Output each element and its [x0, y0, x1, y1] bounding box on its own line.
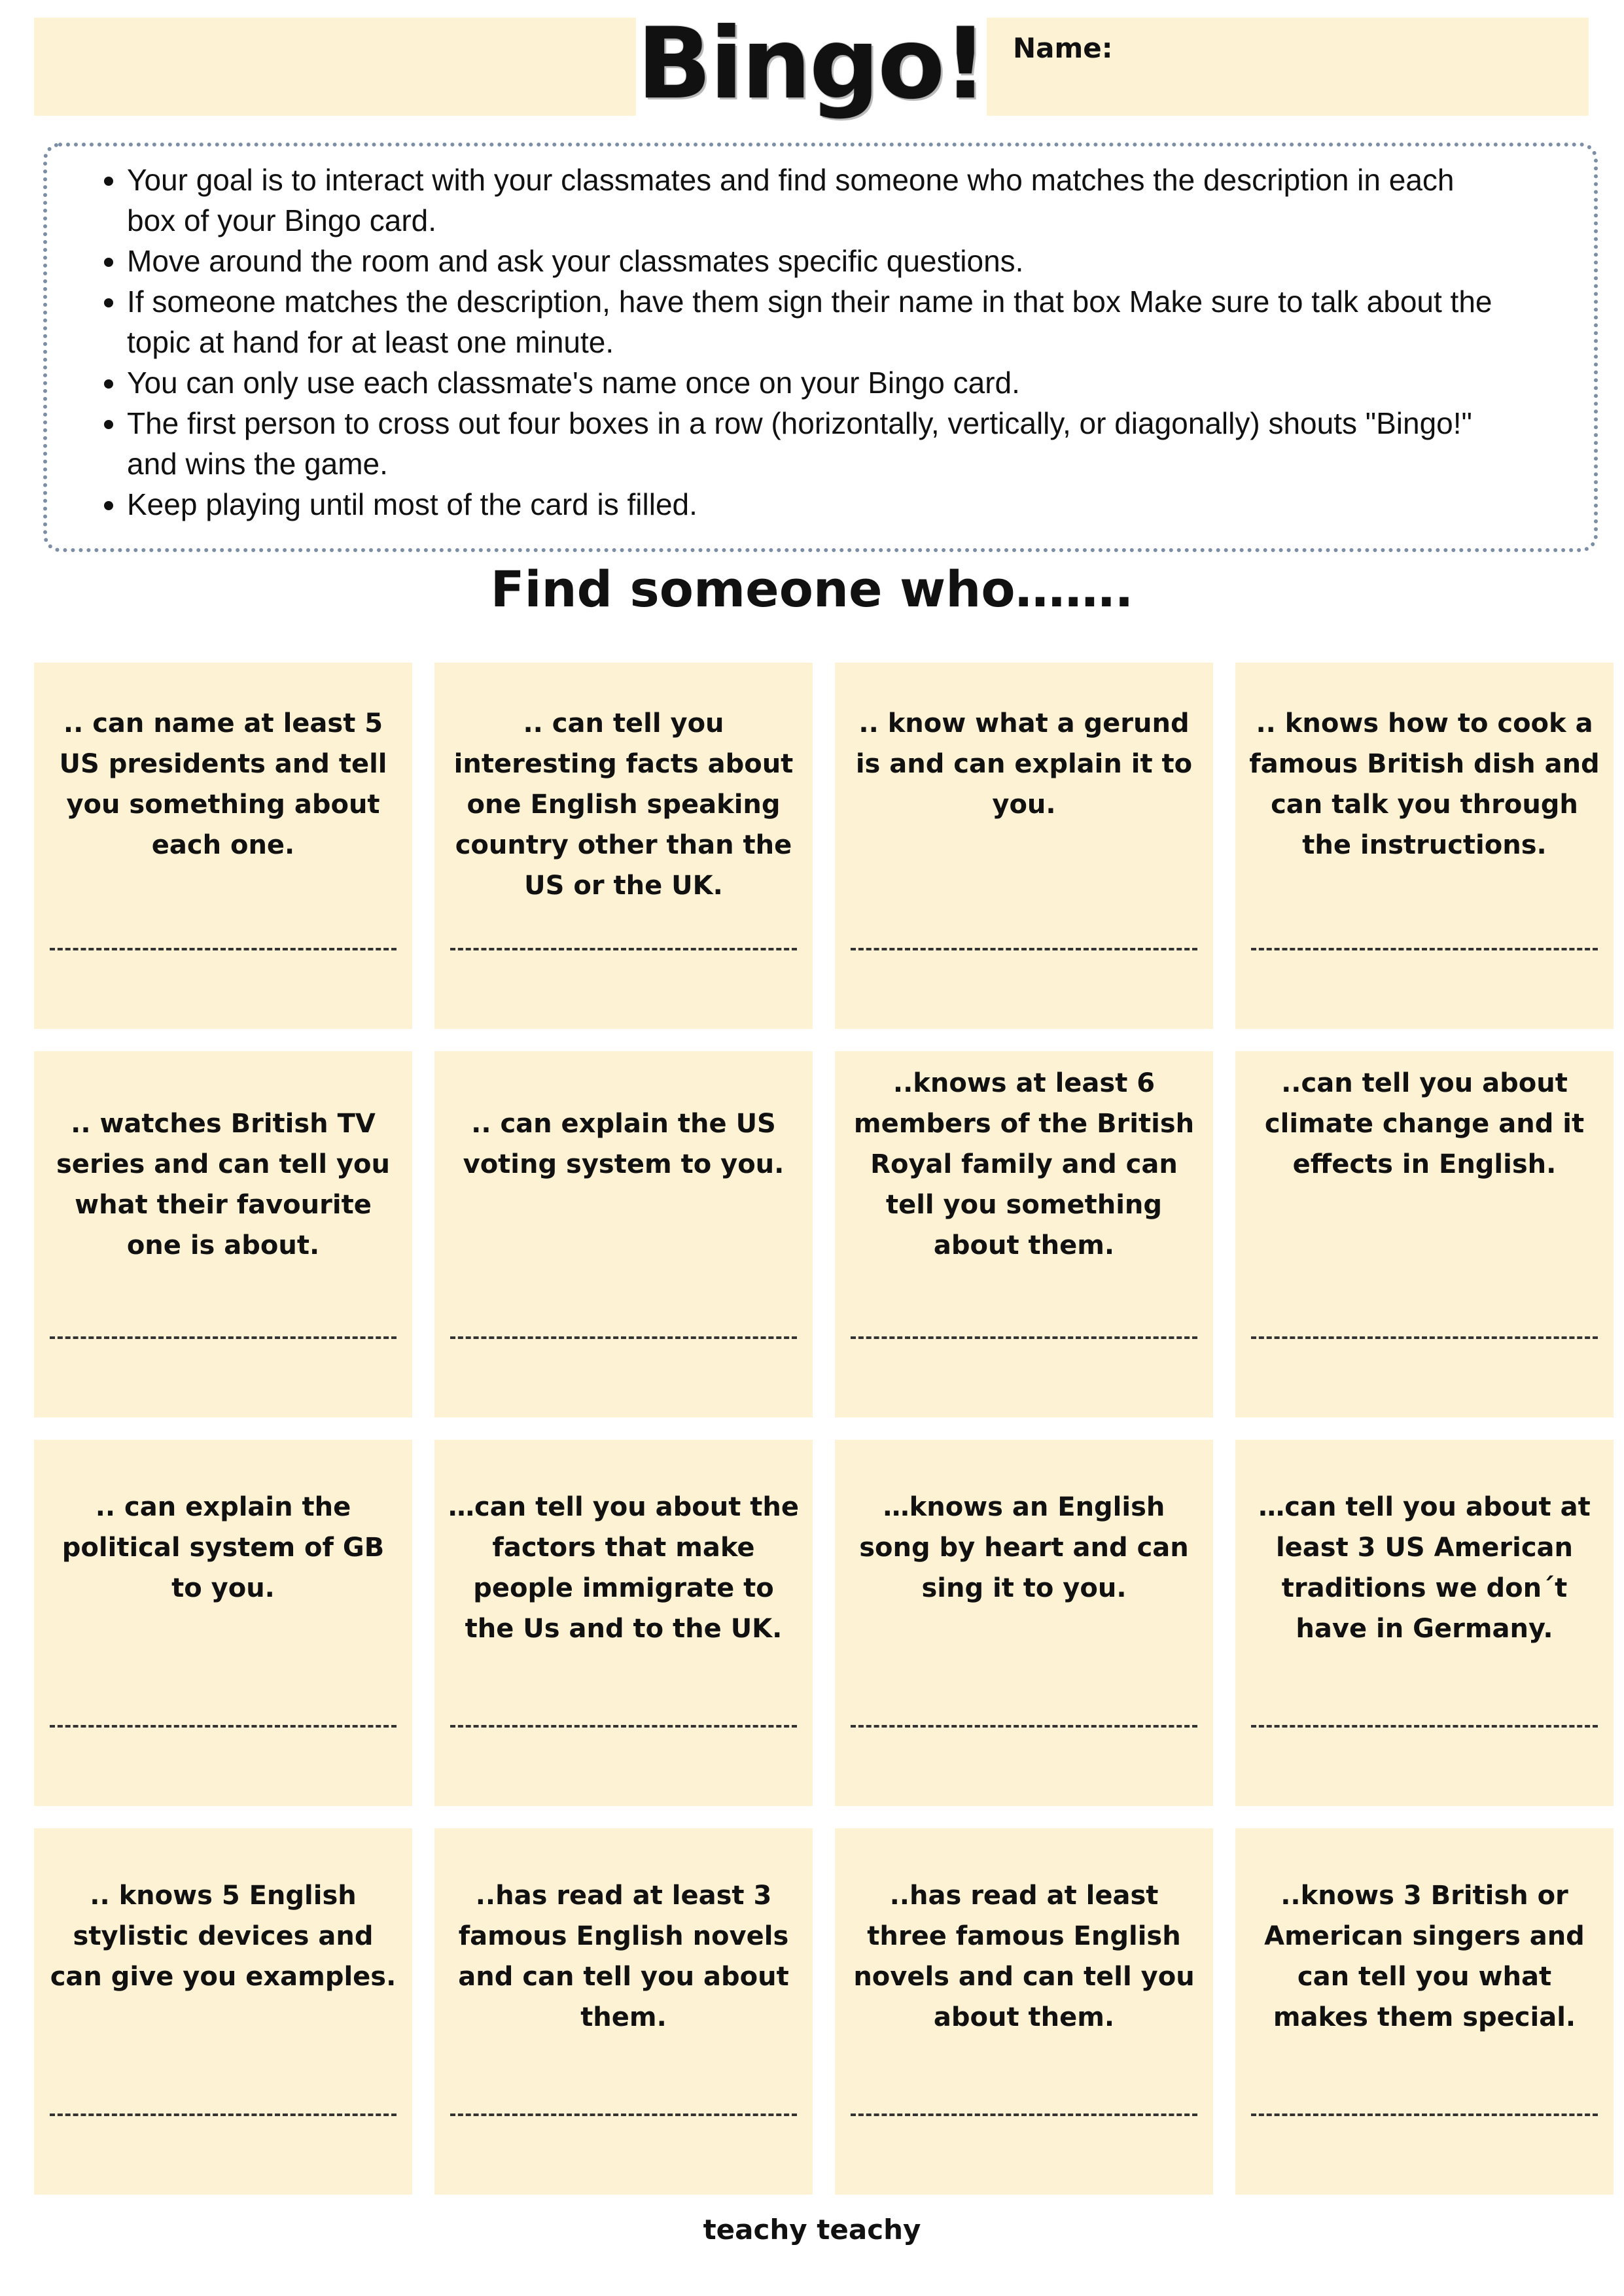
signature-line[interactable] — [50, 1336, 397, 1339]
cell-text: …can tell you about at least 3 US American traditions we don´t have in Germany. — [1258, 1492, 1591, 1644]
cell-text: .. watches British TV series and can tell you what their favourite one is about. — [56, 1109, 390, 1261]
cell-text: …knows an English song by heart and can sing it to you. — [859, 1492, 1189, 1603]
bingo-cell[interactable] — [1235, 1440, 1614, 1806]
cell-text: ..knows 3 British or American singers and can tell you what makes them special. — [1264, 1881, 1585, 2032]
bingo-cell[interactable] — [34, 1828, 412, 2195]
bingo-cell[interactable] — [835, 663, 1213, 1029]
cell-text: .. know what a gerund is and can explain it to you. — [855, 708, 1193, 820]
signature-line[interactable] — [851, 1725, 1197, 1728]
signature-line[interactable] — [50, 948, 397, 950]
cell-text: .. can name at least 5 US presidents and tell you something about each one. — [59, 708, 387, 860]
rules-box — [43, 143, 1598, 552]
cell-text: .. can explain the political system of GB to you. — [62, 1492, 385, 1603]
signature-line[interactable] — [1251, 1336, 1598, 1339]
bingo-cell[interactable] — [1235, 663, 1614, 1029]
rule-item: • The first person to cross out four boxes in a row (horizontally, vertically, or diagonally) shouts "Bingo!" and wins the game. — [127, 403, 1494, 484]
cell-text: …can tell you about the factors that make people immigrate to the Us and to the UK. — [448, 1492, 799, 1644]
cell-text: .. knows 5 English stylistic devices and can give you examples. — [50, 1881, 397, 1992]
bingo-cell[interactable] — [1235, 1828, 1614, 2195]
cell-text: ..can tell you about climate change and it effects in English. — [1264, 1068, 1585, 1179]
cell-text: ..knows at least 6 members of the British Royal family and can tell you something about them. — [853, 1068, 1195, 1261]
bingo-cell[interactable] — [835, 1828, 1213, 2195]
cell-text: ..has read at least three famous English novels and can tell you about them. — [853, 1881, 1195, 2032]
signature-line[interactable] — [50, 2113, 397, 2116]
rule-item: • Move around the room and ask your classmates specific questions. — [127, 241, 1494, 281]
name-label: Name: — [1013, 32, 1113, 64]
bingo-cell[interactable] — [434, 1440, 813, 1806]
header-left-box — [34, 18, 636, 116]
bingo-cell[interactable] — [1235, 1051, 1614, 1418]
signature-line[interactable] — [851, 948, 1197, 950]
signature-line[interactable] — [450, 2113, 797, 2116]
name-field[interactable] — [987, 18, 1589, 116]
bingo-cell[interactable] — [835, 1440, 1213, 1806]
rule-item: • Keep playing until most of the card is filled. — [127, 484, 1494, 525]
cell-text: .. knows how to cook a famous British dish and can talk you through the instructions. — [1249, 708, 1600, 860]
footer-brand: teachy teachy — [703, 2214, 921, 2246]
bingo-cell[interactable] — [434, 1828, 813, 2195]
signature-line[interactable] — [450, 948, 797, 950]
signature-line[interactable] — [50, 1725, 397, 1728]
signature-line[interactable] — [851, 1336, 1197, 1339]
signature-line[interactable] — [1251, 1725, 1598, 1728]
cell-text: .. can explain the US voting system to you. — [463, 1109, 785, 1179]
bingo-cell[interactable] — [434, 1051, 813, 1418]
cell-text: ..has read at least 3 famous English novels and can tell you about them. — [458, 1881, 789, 2032]
signature-line[interactable] — [450, 1725, 797, 1728]
bingo-cell[interactable] — [835, 1051, 1213, 1418]
subtitle: Find someone who……. — [490, 560, 1134, 618]
page-title: Bingo! — [637, 7, 986, 121]
rule-item: • Your goal is to interact with your classmates and find someone who matches the description in each box of your Bingo card. — [127, 160, 1494, 241]
rule-item: • If someone matches the description, have them sign their name in that box Make sure to talk about the topic at hand for at least one minute. — [127, 281, 1494, 362]
rules-list — [81, 160, 1542, 525]
signature-line[interactable] — [851, 2113, 1197, 2116]
rule-item: • You can only use each classmate's name once on your Bingo card. — [127, 362, 1494, 403]
signature-line[interactable] — [1251, 2113, 1598, 2116]
cell-text: .. can tell you interesting facts about one English speaking country other than the US or the UK. — [453, 708, 794, 901]
bingo-cell[interactable] — [34, 663, 412, 1029]
bingo-cell[interactable] — [34, 1440, 412, 1806]
signature-line[interactable] — [450, 1336, 797, 1339]
signature-line[interactable] — [1251, 948, 1598, 950]
bingo-cell[interactable] — [34, 1051, 412, 1418]
bingo-cell[interactable] — [434, 663, 813, 1029]
